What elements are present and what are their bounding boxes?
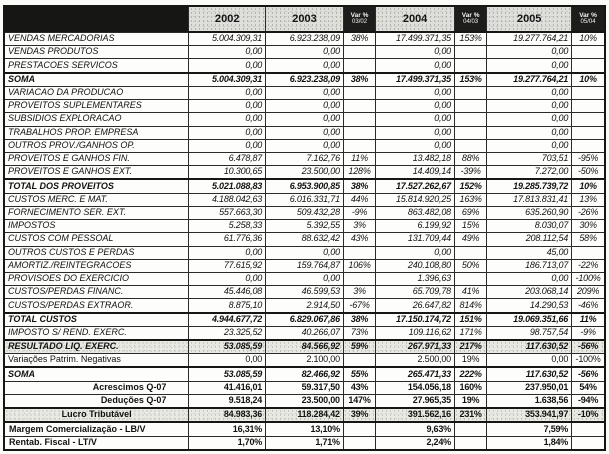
cell-2005: 17.813.831,41: [487, 193, 572, 206]
cell-2005: 203.068,14: [487, 286, 572, 299]
cell-2002: 0,00: [189, 139, 266, 152]
cell-var-04-03: 222%: [454, 367, 486, 381]
row-label: VARIACAO DA PRODUCAO: [4, 86, 189, 99]
cell-var-04-03: 152%: [454, 179, 486, 193]
row-label: SOMA: [4, 367, 189, 381]
cell-var-04-03: 217%: [454, 340, 486, 354]
cell-2003: 0,00: [266, 46, 344, 59]
cell-2002: 0,00: [189, 272, 266, 285]
cell-2002: 10.300,65: [189, 166, 266, 180]
cell-2005: 635.260,90: [487, 206, 572, 219]
cell-2002: 8.875,10: [189, 299, 266, 313]
cell-2005: 237.950,01: [487, 381, 572, 394]
cell-var-03-02: [343, 46, 375, 59]
cell-2005: 0,00: [487, 139, 572, 152]
column-header-var-04-03: [454, 6, 486, 32]
cell-var-05-04: [572, 46, 605, 59]
cell-var-03-02: 73%: [343, 326, 375, 340]
cell-2005: 353.941,97: [487, 408, 572, 422]
cell-2004: 0,00: [376, 100, 455, 113]
table-row: [4, 126, 605, 139]
cell-var-05-04: 10%: [572, 32, 605, 46]
cell-2004: 2.500,00: [376, 354, 455, 368]
cell-2003: 0,00: [266, 272, 344, 285]
var-header-sublabel: 04/03: [463, 19, 479, 26]
table-row: [4, 272, 605, 285]
cell-2005: 19.285.739,72: [487, 179, 572, 193]
cell-var-03-02: 128%: [343, 166, 375, 180]
table-row: [4, 86, 605, 99]
cell-2005: 0,00: [487, 100, 572, 113]
cell-2004: 6.199,92: [376, 220, 455, 233]
table-row: [4, 299, 605, 313]
corner-header-cell: [4, 6, 189, 32]
cell-var-04-03: [454, 113, 486, 126]
cell-2005: 117.630,52: [487, 367, 572, 381]
cell-2005: 45,00: [487, 246, 572, 259]
cell-2004: 1.396,63: [376, 272, 455, 285]
table-row: [4, 193, 605, 206]
table-row: [4, 100, 605, 113]
table-row: [4, 139, 605, 152]
cell-2003: 118.284,42: [266, 408, 344, 422]
row-label: SUBSIDIOS EXPLORACAO: [4, 113, 189, 126]
cell-2004: 131.709,44: [376, 233, 455, 246]
row-label: Acrescimos Q-07: [4, 381, 189, 394]
row-label: FORNECIMENTO SER. EXT.: [4, 206, 189, 219]
cell-var-05-04: 30%: [572, 220, 605, 233]
cell-var-04-03: 153%: [454, 73, 486, 87]
row-label: PROVEITOS E GANHOS FIN.: [4, 152, 189, 165]
cell-var-05-04: [572, 422, 605, 436]
var-header-sublabel: 03/02: [352, 19, 368, 26]
table-row: [4, 166, 605, 180]
cell-2004: 0,00: [376, 139, 455, 152]
var-header-label: Var %: [461, 11, 480, 19]
cell-2005: 186.713,07: [487, 259, 572, 272]
cell-2003: 0,00: [266, 246, 344, 259]
cell-var-03-02: 3%: [343, 220, 375, 233]
cell-2004: 17.150.174,72: [376, 313, 455, 327]
row-label: Lucro Tributável: [4, 408, 189, 422]
table-row: [4, 381, 605, 394]
cell-2002: 5.021.088,83: [189, 179, 266, 193]
cell-2003: 88.632,42: [266, 233, 344, 246]
cell-var-03-02: 38%: [343, 313, 375, 327]
cell-var-03-02: [343, 100, 375, 113]
row-label: CUSTOS COM PESSOAL: [4, 233, 189, 246]
cell-var-04-03: [454, 86, 486, 99]
cell-2003: 0,00: [266, 126, 344, 139]
row-label: TOTAL DOS PROVEITOS: [4, 179, 189, 193]
cell-var-05-04: 10%: [572, 73, 605, 87]
cell-var-03-02: 43%: [343, 233, 375, 246]
row-label: RESULTADO LIQ. EXERC.: [4, 340, 189, 354]
cell-var-05-04: -26%: [572, 206, 605, 219]
cell-2004: 0,00: [376, 246, 455, 259]
cell-2003: 1,71%: [266, 436, 344, 450]
cell-2004: 0,00: [376, 46, 455, 59]
cell-var-05-04: [572, 246, 605, 259]
cell-var-05-04: -56%: [572, 340, 605, 354]
cell-2003: 40.266,07: [266, 326, 344, 340]
cell-2002: 5.004.309,31: [189, 32, 266, 46]
cell-var-03-02: 43%: [343, 381, 375, 394]
row-label: CUSTOS/PERDAS EXTRAOR.: [4, 299, 189, 313]
cell-var-04-03: 171%: [454, 326, 486, 340]
table-row: [4, 354, 605, 368]
row-label: OUTROS CUSTOS E PERDAS: [4, 246, 189, 259]
row-label: PRESTACOES SERVICOS: [4, 59, 189, 73]
cell-2004: 65.709,78: [376, 286, 455, 299]
cell-var-05-04: 13%: [572, 193, 605, 206]
cell-2004: 154.056,18: [376, 381, 455, 394]
cell-var-03-02: 44%: [343, 193, 375, 206]
cell-var-04-03: 15%: [454, 220, 486, 233]
cell-var-04-03: 160%: [454, 381, 486, 394]
cell-2003: 59.317,50: [266, 381, 344, 394]
cell-2003: 0,00: [266, 59, 344, 73]
row-label: IMPOSTO S/ REND. EXERC.: [4, 326, 189, 340]
cell-2004: 267.971,33: [376, 340, 455, 354]
cell-var-03-02: [343, 354, 375, 368]
table-row: [4, 326, 605, 340]
cell-2005: 0,00: [487, 272, 572, 285]
table-row: [4, 436, 605, 450]
cell-var-03-02: 39%: [343, 408, 375, 422]
table-row: [4, 422, 605, 436]
cell-2003: 0,00: [266, 139, 344, 152]
row-label: CUSTOS/PERDAS FINANC.: [4, 286, 189, 299]
cell-var-04-03: [454, 46, 486, 59]
cell-var-03-02: [343, 422, 375, 436]
table-body: [4, 32, 605, 450]
cell-2004: 9,63%: [376, 422, 455, 436]
cell-2002: 1,70%: [189, 436, 266, 450]
cell-var-05-04: -56%: [572, 367, 605, 381]
cell-var-04-03: [454, 272, 486, 285]
cell-2003: 6.953.900,85: [266, 179, 344, 193]
cell-var-05-04: 11%: [572, 313, 605, 327]
cell-2002: 9.518,24: [189, 394, 266, 408]
cell-2002: 0,00: [189, 126, 266, 139]
cell-2005: 1,84%: [487, 436, 572, 450]
cell-2003: 6.923.238,09: [266, 32, 344, 46]
row-label: Margem Comercialização - LB/V: [4, 422, 189, 436]
cell-2002: 0,00: [189, 59, 266, 73]
cell-2002: 0,00: [189, 354, 266, 368]
cell-var-04-03: [454, 422, 486, 436]
cell-var-04-03: 41%: [454, 286, 486, 299]
cell-var-04-03: [454, 139, 486, 152]
cell-2004: 0,00: [376, 113, 455, 126]
cell-var-03-02: [343, 436, 375, 450]
cell-2002: 53.085,59: [189, 367, 266, 381]
cell-2002: 5.004.309,31: [189, 73, 266, 87]
cell-var-03-02: [343, 59, 375, 73]
cell-var-05-04: [572, 86, 605, 99]
column-header-2003: 2003: [266, 6, 344, 32]
cell-2003: 46.599,53: [266, 286, 344, 299]
cell-var-04-03: 50%: [454, 259, 486, 272]
row-label: OUTROS PROV./GANHOS OP.: [4, 139, 189, 152]
column-header-var-03-02: [343, 6, 375, 32]
table-row: [4, 179, 605, 193]
cell-2005: 19.277.764,21: [487, 32, 572, 46]
cell-2005: 7,59%: [487, 422, 572, 436]
cell-2004: 15.814.920,25: [376, 193, 455, 206]
cell-2004: 27.965,35: [376, 394, 455, 408]
cell-2003: 7.162,76: [266, 152, 344, 165]
table-row: [4, 259, 605, 272]
cell-2002: 4.944.677,72: [189, 313, 266, 327]
column-header-var-05-04: [572, 6, 605, 32]
cell-var-04-03: 163%: [454, 193, 486, 206]
cell-var-05-04: [572, 100, 605, 113]
row-label: PROVEITOS SUPLEMENTARES: [4, 100, 189, 113]
row-label: TOTAL CUSTOS: [4, 313, 189, 327]
row-label: PROVEITOS E GANHOS EXT.: [4, 166, 189, 180]
cell-2005: 0,00: [487, 354, 572, 368]
cell-2005: 117.630,52: [487, 340, 572, 354]
cell-var-05-04: [572, 436, 605, 450]
var-header-label: Var %: [579, 11, 597, 19]
cell-var-05-04: -50%: [572, 166, 605, 180]
table-row: [4, 408, 605, 422]
cell-2005: 208.112,54: [487, 233, 572, 246]
financial-table: [3, 5, 606, 451]
cell-2005: 0,00: [487, 46, 572, 59]
cell-var-05-04: [572, 113, 605, 126]
header-row: [4, 6, 605, 32]
cell-2005: 0,00: [487, 59, 572, 73]
column-header-2002: 2002: [189, 6, 266, 32]
cell-2004: 391.562,16: [376, 408, 455, 422]
cell-var-04-03: [454, 100, 486, 113]
cell-var-03-02: [343, 272, 375, 285]
cell-2003: 23.500,00: [266, 166, 344, 180]
cell-2004: 240.108,80: [376, 259, 455, 272]
cell-2004: 13.482,18: [376, 152, 455, 165]
cell-2002: 0,00: [189, 86, 266, 99]
row-label: Variações Patrim. Negativas: [4, 354, 189, 368]
cell-2005: 1.638,56: [487, 394, 572, 408]
table-row: [4, 286, 605, 299]
table-row: [4, 152, 605, 165]
cell-var-05-04: [572, 139, 605, 152]
cell-2005: 8.030,07: [487, 220, 572, 233]
cell-var-03-02: 38%: [343, 73, 375, 87]
cell-var-03-02: [343, 113, 375, 126]
cell-var-04-03: 88%: [454, 152, 486, 165]
cell-var-04-03: 19%: [454, 394, 486, 408]
cell-2005: 0,00: [487, 86, 572, 99]
cell-var-03-02: 59%: [343, 340, 375, 354]
cell-var-05-04: -94%: [572, 394, 605, 408]
var-header-sublabel: 05/04: [580, 19, 596, 26]
column-header-2005: 2005: [487, 6, 572, 32]
cell-var-05-04: 209%: [572, 286, 605, 299]
table-row: [4, 206, 605, 219]
cell-var-04-03: 19%: [454, 354, 486, 368]
cell-2003: 84.566,92: [266, 340, 344, 354]
cell-var-03-02: 55%: [343, 367, 375, 381]
cell-var-04-03: -39%: [454, 166, 486, 180]
row-label: PROVISOES DO EXERCICIO: [4, 272, 189, 285]
cell-2004: 26.647,82: [376, 299, 455, 313]
cell-2003: 82.466,92: [266, 367, 344, 381]
cell-2002: 16,31%: [189, 422, 266, 436]
cell-2002: 0,00: [189, 246, 266, 259]
column-header-2004: 2004: [376, 6, 455, 32]
cell-2005: 0,00: [487, 126, 572, 139]
cell-var-04-03: [454, 246, 486, 259]
cell-2005: 19.277.764,21: [487, 73, 572, 87]
cell-var-03-02: [343, 139, 375, 152]
cell-var-05-04: -95%: [572, 152, 605, 165]
table-row: [4, 46, 605, 59]
cell-2004: 265.471,33: [376, 367, 455, 381]
cell-var-04-03: 814%: [454, 299, 486, 313]
table-row: [4, 73, 605, 87]
cell-2003: 6.923.238,09: [266, 73, 344, 87]
cell-2004: 0,00: [376, 86, 455, 99]
cell-var-04-03: 49%: [454, 233, 486, 246]
cell-var-04-03: 69%: [454, 206, 486, 219]
cell-2005: 14.290,53: [487, 299, 572, 313]
cell-2002: 23.325,52: [189, 326, 266, 340]
cell-var-03-02: [343, 246, 375, 259]
row-label: SOMA: [4, 73, 189, 87]
cell-2005: 7.272,00: [487, 166, 572, 180]
cell-var-03-02: [343, 126, 375, 139]
cell-var-04-03: [454, 126, 486, 139]
table-row: [4, 113, 605, 126]
var-header-label: Var %: [350, 11, 369, 19]
cell-2002: 61.776,36: [189, 233, 266, 246]
cell-2004: 2,24%: [376, 436, 455, 450]
cell-2003: 13,10%: [266, 422, 344, 436]
row-label: AMORTIZ./REINTEGRACOES: [4, 259, 189, 272]
cell-2002: 45.446,08: [189, 286, 266, 299]
cell-2002: 5.258,33: [189, 220, 266, 233]
cell-2003: 6.829.067,86: [266, 313, 344, 327]
cell-2002: 4.188.042,63: [189, 193, 266, 206]
cell-2003: 5.392,55: [266, 220, 344, 233]
cell-2005: 19.069.351,66: [487, 313, 572, 327]
row-label: VENDAS PRODUTOS: [4, 46, 189, 59]
table-row: [4, 367, 605, 381]
cell-var-05-04: [572, 126, 605, 139]
cell-var-04-03: 153%: [454, 32, 486, 46]
cell-2002: 84.983,36: [189, 408, 266, 422]
cell-var-05-04: -100%: [572, 354, 605, 368]
cell-2005: 703,51: [487, 152, 572, 165]
cell-var-05-04: 10%: [572, 179, 605, 193]
cell-2003: 2.914,50: [266, 299, 344, 313]
table-row: [4, 233, 605, 246]
cell-var-05-04: [572, 59, 605, 73]
cell-var-05-04: 54%: [572, 381, 605, 394]
cell-var-05-04: -46%: [572, 299, 605, 313]
cell-2003: 0,00: [266, 100, 344, 113]
cell-2004: 14.409,14: [376, 166, 455, 180]
cell-var-04-03: 231%: [454, 408, 486, 422]
cell-var-04-03: [454, 436, 486, 450]
cell-2002: 0,00: [189, 46, 266, 59]
cell-var-03-02: 38%: [343, 179, 375, 193]
cell-2005: 0,00: [487, 113, 572, 126]
cell-2003: 2.100,00: [266, 354, 344, 368]
table-row: [4, 59, 605, 73]
row-label: VENDAS MERCADORIAS: [4, 32, 189, 46]
cell-2003: 23.500,00: [266, 394, 344, 408]
cell-2004: 17.499.371,35: [376, 73, 455, 87]
cell-var-05-04: -22%: [572, 259, 605, 272]
cell-2004: 17.499.371,35: [376, 32, 455, 46]
cell-2005: 98.757,54: [487, 326, 572, 340]
cell-var-05-04: -9%: [572, 326, 605, 340]
table-row: [4, 313, 605, 327]
row-label: IMPOSTOS: [4, 220, 189, 233]
cell-var-03-02: 106%: [343, 259, 375, 272]
table-row: [4, 246, 605, 259]
cell-2003: 159.764,87: [266, 259, 344, 272]
cell-var-03-02: [343, 86, 375, 99]
cell-2004: 0,00: [376, 126, 455, 139]
cell-2003: 0,00: [266, 113, 344, 126]
cell-var-05-04: -100%: [572, 272, 605, 285]
row-label: TRABALHOS PROP. EMPRESA: [4, 126, 189, 139]
cell-2002: 53.085,59: [189, 340, 266, 354]
cell-var-04-03: [454, 59, 486, 73]
cell-2003: 6.016.331,71: [266, 193, 344, 206]
cell-var-03-02: 147%: [343, 394, 375, 408]
cell-var-03-02: 38%: [343, 32, 375, 46]
cell-var-03-02: -9%: [343, 206, 375, 219]
cell-2004: 17.527.262,67: [376, 179, 455, 193]
cell-var-05-04: -10%: [572, 408, 605, 422]
cell-2003: 509.432,28: [266, 206, 344, 219]
cell-2002: 77.615,92: [189, 259, 266, 272]
row-label: Deduções Q-07: [4, 394, 189, 408]
row-label: Rentab. Fiscal - LT/V: [4, 436, 189, 450]
cell-2004: 863.482,08: [376, 206, 455, 219]
cell-2002: 0,00: [189, 113, 266, 126]
table-row: [4, 340, 605, 354]
cell-2004: 109.116,62: [376, 326, 455, 340]
cell-var-04-03: 151%: [454, 313, 486, 327]
cell-var-03-02: 11%: [343, 152, 375, 165]
cell-var-05-04: 58%: [572, 233, 605, 246]
cell-2004: 0,00: [376, 59, 455, 73]
cell-var-03-02: -67%: [343, 299, 375, 313]
table-row: [4, 394, 605, 408]
cell-var-03-02: 3%: [343, 286, 375, 299]
table-header: [4, 6, 605, 32]
cell-2002: 41.416,01: [189, 381, 266, 394]
table-row: [4, 32, 605, 46]
cell-2002: 557.663,30: [189, 206, 266, 219]
row-label: CUSTOS MERC. E MAT.: [4, 193, 189, 206]
cell-2002: 6.478,87: [189, 152, 266, 165]
table-row: [4, 220, 605, 233]
cell-2002: 0,00: [189, 100, 266, 113]
cell-2003: 0,00: [266, 86, 344, 99]
